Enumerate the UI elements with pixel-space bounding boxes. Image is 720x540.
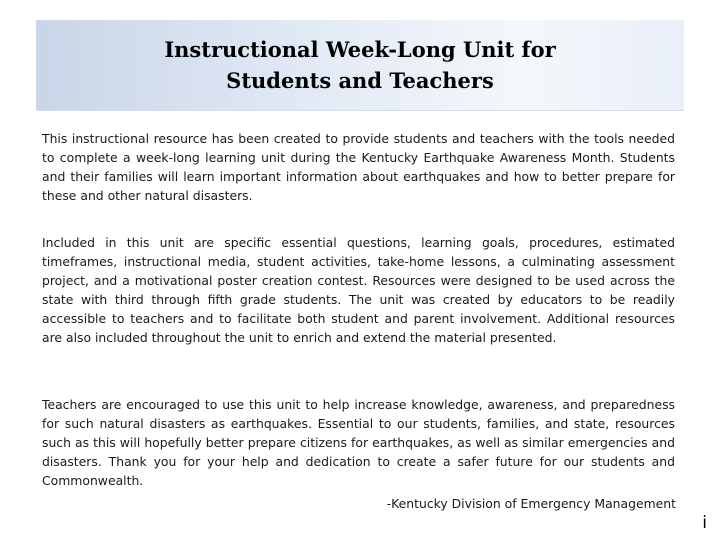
signature: -Kentucky Division of Emergency Management [386,496,676,511]
page-number: i [702,513,707,533]
title-banner [36,20,684,111]
title-line-2: Students and Teachers [226,68,494,93]
title-line-1: Instructional Week-Long Unit for [164,37,556,62]
closing-paragraph: Teachers are encouraged to use this unit to help increase knowledge, awareness, and preparedness for such natural disasters as earthquakes. Essential to our students, families, and state, resources such as this will hopefully better prepare citizens for earthquakes, as well as similar emergencies and disasters. Thank you for your help and dedication to create a safer future for our students and Commonwealth. [42,397,675,488]
intro-paragraph: This instructional resource has been created to provide students and teachers with the tools needed to complete a week-long learning unit during the Kentucky Earthquake Awareness Month. Students and their families will learn important information about earthquakes and how to better prepare for these and other natural disasters. [42,131,675,203]
contents-paragraph: Included in this unit are specific essential questions, learning goals, procedures, estimated timeframes, instructional media, student activities, take-home lessons, a culminating assessment project, and a motivational poster creation contest. Resources were designed to be used across the state with third through fifth grade students. The unit was created by educators to be readily accessible to teachers and to facilitate both student and parent involvement. Additional resources are also included throughout the unit to enrich and extend the material presented. [42,235,675,345]
